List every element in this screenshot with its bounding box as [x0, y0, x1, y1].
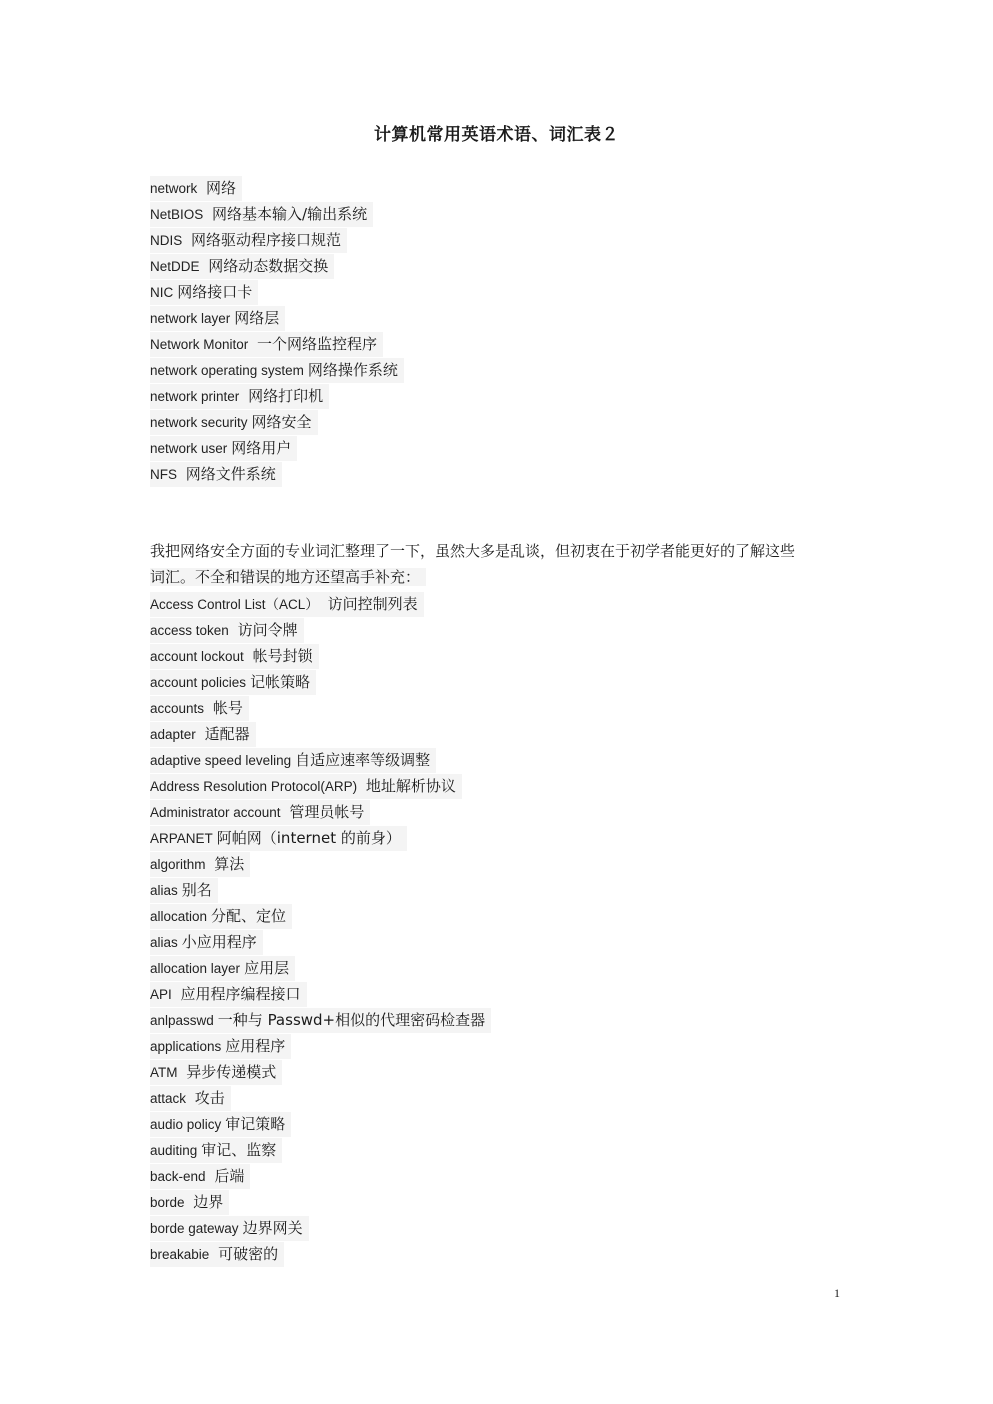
glossary-entry-text [150, 1008, 491, 1033]
glossary-term: NDIS [150, 233, 183, 248]
glossary-entry-text [150, 410, 318, 435]
glossary-definition: 网络驱动程序接口规范 [186, 231, 342, 249]
glossary-entry-text [150, 878, 218, 903]
glossary-entry [150, 592, 850, 618]
glossary-entry-text [150, 644, 319, 669]
glossary-term: breakabie [150, 1247, 210, 1262]
glossary-entry [150, 384, 850, 410]
glossary-definition: 小应用程序 [181, 933, 257, 951]
glossary-term: ATM [150, 1065, 178, 1080]
page-title: 计算机常用英语术语、词汇表２ [374, 125, 619, 145]
glossary-entry-text [150, 254, 334, 279]
glossary-entry-text [150, 956, 295, 981]
glossary-definition: 一种与 Passwd+相似的代理密码检查器 [217, 1011, 486, 1029]
glossary-entry [150, 1060, 850, 1086]
glossary-term: applications [150, 1039, 222, 1054]
glossary-entry-text [150, 1060, 282, 1085]
glossary-entry [150, 748, 850, 774]
glossary-term: Access Control List（ACL） [150, 597, 319, 612]
glossary-entry-text [150, 384, 329, 409]
glossary-entry [150, 774, 850, 800]
glossary-entry [150, 904, 850, 930]
glossary-list-security [150, 592, 850, 1268]
glossary-entry [150, 1008, 850, 1034]
glossary-entry [150, 644, 850, 670]
glossary-definition: 应用程序编程接口 [175, 985, 301, 1003]
intro-line [150, 564, 850, 590]
glossary-entry-text [150, 1164, 250, 1189]
glossary-entry [150, 1164, 850, 1190]
glossary-definition: 边界网关 [242, 1219, 303, 1237]
glossary-term: anlpasswd [150, 1013, 214, 1028]
glossary-term: API [150, 987, 172, 1002]
glossary-entry-text [150, 228, 347, 253]
glossary-entry [150, 1086, 850, 1112]
glossary-definition: 帐号封锁 [247, 647, 313, 665]
glossary-definition: 网络打印机 [243, 387, 324, 405]
glossary-term: Network Monitor [150, 337, 249, 352]
glossary-definition: 阿帕网（internet 的前身） [216, 829, 401, 847]
glossary-entry [150, 852, 850, 878]
glossary-entry-text [150, 332, 383, 357]
glossary-term: access token [150, 623, 229, 638]
glossary-term: attack [150, 1091, 187, 1106]
glossary-term: network [150, 181, 198, 196]
glossary-entry [150, 202, 850, 228]
glossary-term: ARPANET [150, 831, 213, 846]
glossary-term: allocation [150, 909, 208, 924]
glossary-entry-text [150, 930, 263, 955]
glossary-definition: 网络安全 [251, 413, 312, 431]
glossary-entry [150, 670, 850, 696]
glossary-term: borde [150, 1195, 185, 1210]
glossary-term: back-end [150, 1169, 206, 1184]
glossary-definition: 网络文件系统 [181, 465, 276, 483]
glossary-definition: 边界 [188, 1193, 224, 1211]
glossary-definition: 地址解析协议 [361, 777, 456, 795]
glossary-entry [150, 696, 850, 722]
glossary-term: NIC [150, 285, 174, 300]
glossary-term: accounts [150, 701, 205, 716]
glossary-entry-text [150, 618, 304, 643]
glossary-entry [150, 228, 850, 254]
glossary-entry [150, 1190, 850, 1216]
glossary-definition: 网络操作系统 [307, 361, 398, 379]
glossary-definition: 审记策略 [225, 1115, 286, 1133]
glossary-term: adaptive speed leveling [150, 753, 292, 768]
glossary-term: audio policy [150, 1117, 222, 1132]
glossary-entry-text [150, 1216, 309, 1241]
intro-line-text: 词汇。不全和错误的地方还望高手补充： [150, 568, 426, 586]
glossary-term: NFS [150, 467, 177, 482]
glossary-entry [150, 332, 850, 358]
glossary-definition: 攻击 [190, 1089, 225, 1107]
glossary-entry [150, 1034, 850, 1060]
glossary-term: Address Resolution Protocol(ARP) [150, 779, 358, 794]
glossary-entry-text [150, 306, 285, 331]
glossary-definition: 应用层 [244, 959, 290, 977]
glossary-entry [150, 722, 850, 748]
glossary-term: network user [150, 441, 228, 456]
glossary-entry [150, 618, 850, 644]
glossary-entry-text [150, 904, 292, 929]
glossary-definition: 网络动态数据交换 [203, 257, 329, 275]
glossary-term: allocation layer [150, 961, 241, 976]
glossary-entry [150, 280, 850, 306]
glossary-definition: 别名 [181, 881, 212, 899]
glossary-entry [150, 462, 850, 488]
glossary-definition: 分配、定位 [211, 907, 287, 925]
glossary-term: network operating system [150, 363, 304, 378]
glossary-entry-text [150, 826, 407, 851]
glossary-definition: 访问控制列表 [322, 595, 418, 613]
glossary-entry [150, 800, 850, 826]
glossary-entry [150, 982, 850, 1008]
glossary-term: network security [150, 415, 248, 430]
glossary-entry-text [150, 280, 258, 305]
glossary-definition: 一个网络监控程序 [252, 335, 378, 353]
glossary-entry [150, 306, 850, 332]
glossary-entry-text [150, 722, 256, 747]
page-number: 1 [834, 1286, 840, 1300]
glossary-entry-text [150, 462, 282, 487]
glossary-definition: 网络层 [234, 309, 280, 327]
glossary-term: NetDDE [150, 259, 200, 274]
glossary-definition: 自适应速率等级调整 [295, 751, 431, 769]
glossary-entry-text [150, 202, 373, 227]
glossary-definition: 管理员帐号 [284, 803, 365, 821]
glossary-entry-text [150, 1034, 291, 1059]
glossary-term: network printer [150, 389, 240, 404]
glossary-definition: 帐号 [208, 699, 243, 717]
glossary-term: borde gateway [150, 1221, 239, 1236]
glossary-entry-text [150, 436, 297, 461]
glossary-entry-text [150, 176, 242, 201]
glossary-entry-text [150, 1242, 284, 1267]
glossary-entry-text [150, 1112, 291, 1137]
glossary-entry-text [150, 1190, 229, 1215]
glossary-entry-text [150, 1138, 282, 1163]
glossary-entry [150, 1112, 850, 1138]
glossary-entry [150, 358, 850, 384]
glossary-entry-text [150, 592, 424, 617]
glossary-entry-text [150, 774, 462, 799]
glossary-definition: 审记、监察 [201, 1141, 277, 1159]
glossary-definition: 网络基本输入/输出系统 [207, 205, 368, 223]
glossary-term: adapter [150, 727, 196, 742]
glossary-term: alias [150, 935, 178, 950]
glossary-term: account lockout [150, 649, 244, 664]
glossary-entry [150, 956, 850, 982]
glossary-definition: 网络接口卡 [177, 283, 253, 301]
glossary-definition: 网络 [201, 179, 237, 197]
glossary-entry-text [150, 800, 370, 825]
glossary-entry-text [150, 852, 250, 877]
glossary-entry [150, 878, 850, 904]
glossary-entry [150, 826, 850, 852]
glossary-entry [150, 1242, 850, 1268]
glossary-entry-text [150, 670, 316, 695]
glossary-definition: 应用程序 [225, 1037, 286, 1055]
glossary-entry-text [150, 696, 249, 721]
glossary-entry [150, 176, 850, 202]
glossary-term: alias [150, 883, 178, 898]
glossary-term: account policies [150, 675, 247, 690]
glossary-entry [150, 930, 850, 956]
glossary-term: algorithm [150, 857, 206, 872]
glossary-definition: 记帐策略 [250, 673, 311, 691]
glossary-entry [150, 254, 850, 280]
glossary-entry-text [150, 748, 436, 773]
intro-paragraph [150, 538, 850, 590]
glossary-definition: 异步传递模式 [181, 1063, 277, 1081]
glossary-definition: 后端 [209, 1167, 245, 1185]
glossary-definition: 适配器 [199, 725, 250, 743]
intro-line: 我把网络安全方面的专业词汇整理了一下，虽然大多是乱谈，但初衷在于初学者能更好的了解这些 [150, 542, 796, 560]
glossary-entry-text [150, 982, 307, 1007]
glossary-term: network layer [150, 311, 231, 326]
glossary-entry-text [150, 1086, 231, 1111]
glossary-term: auditing [150, 1143, 198, 1158]
glossary-term: NetBIOS [150, 207, 204, 222]
glossary-list-network [150, 176, 850, 488]
glossary-definition: 访问令牌 [232, 621, 298, 639]
glossary-definition: 可破密的 [213, 1245, 279, 1263]
glossary-entry [150, 410, 850, 436]
glossary-entry [150, 436, 850, 462]
glossary-entry [150, 1216, 850, 1242]
glossary-entry [150, 1138, 850, 1164]
glossary-definition: 网络用户 [231, 439, 292, 457]
glossary-definition: 算法 [209, 855, 245, 873]
glossary-entry-text [150, 358, 404, 383]
glossary-term: Administrator account [150, 805, 281, 820]
